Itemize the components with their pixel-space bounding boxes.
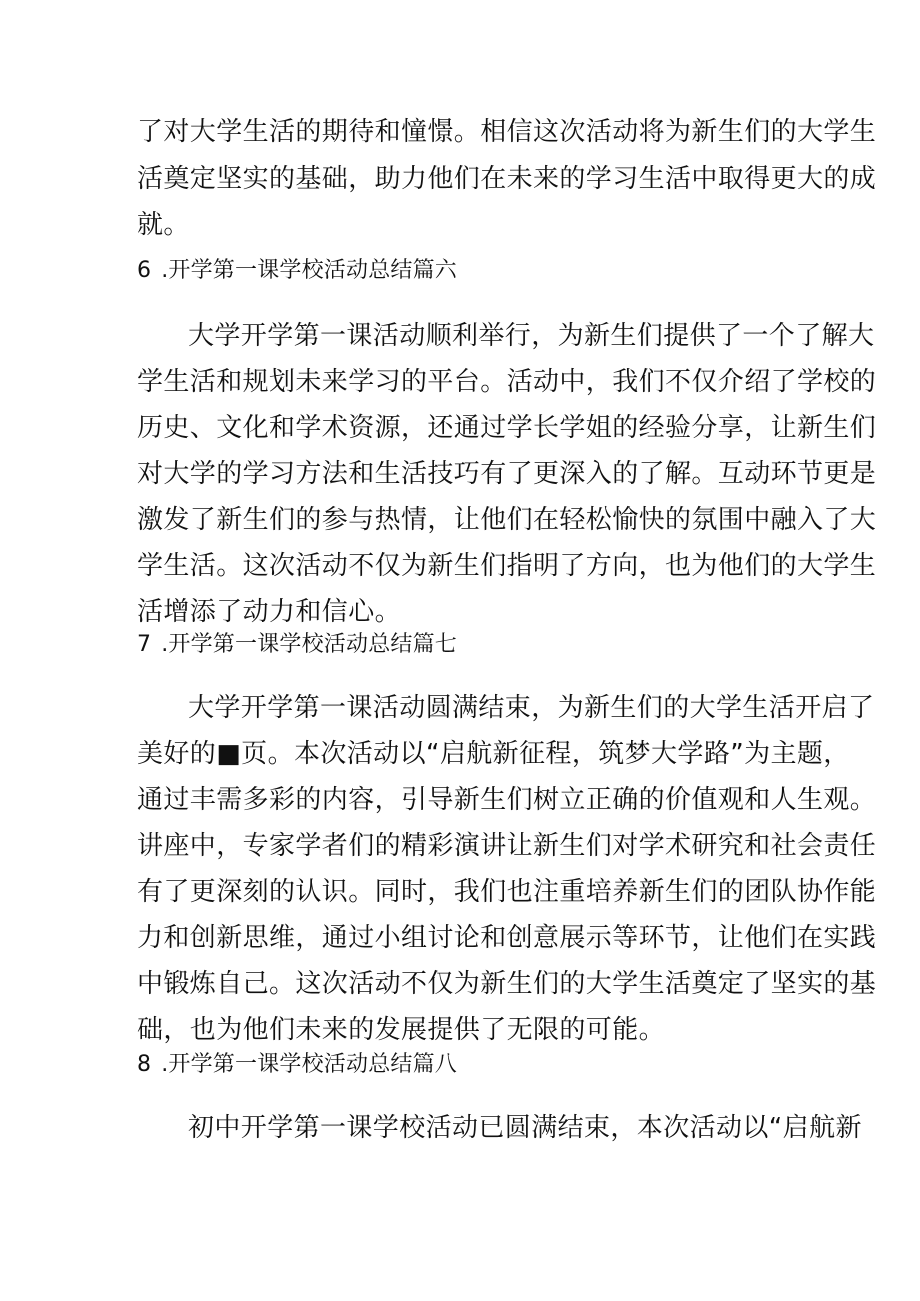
paragraph-line: 美好的■页。本次活动以“启航新征程，筑梦大学路”为主题，: [137, 739, 850, 769]
paragraph-line: 中锻炼自己。这次活动不仅为新生们的大学生活奠定了坚实的基: [137, 969, 877, 999]
paragraph-line: 初中开学第一课学校活动已圆满结束，本次活动以“启航新: [188, 1113, 862, 1143]
section-title: .开学第一课学校活动总结篇七: [161, 632, 457, 657]
section-number: 7: [137, 632, 152, 657]
paragraph-line: 大学开学第一课活动顺利举行，为新生们提供了一个了解大: [188, 321, 875, 351]
section-heading-7: [137, 628, 457, 662]
section-heading-8: [137, 1048, 457, 1082]
paragraph-line: 础，也为他们未来的发展提供了无限的可能。: [137, 1015, 666, 1045]
paragraph-line: 激发了新生们的参与热情，让他们在轻松愉快的氛围中融入了大: [137, 505, 877, 535]
paragraph-line: 力和创新思维，通过小组讨论和创意展示等环节，让他们在实践: [137, 923, 877, 953]
paragraph-line: 就。: [137, 210, 190, 240]
section-title: .开学第一课学校活动总结篇八: [161, 1052, 457, 1077]
paragraph-line: 通过丰需多彩的内容，引导新生们树立正确的价值观和人生观。: [137, 785, 877, 815]
paragraph-line: 活奠定坚实的基础，助力他们在未来的学习生活中取得更大的成: [137, 164, 877, 194]
paragraph-line: 学生活和规划未来学习的平台。活动中，我们不仅介绍了学校的: [137, 367, 877, 397]
section-title: .开学第一课学校活动总结篇六: [161, 258, 457, 283]
section-heading-6: [137, 254, 457, 288]
section-number: 8: [137, 1052, 152, 1077]
paragraph-line: 了对大学生活的期待和憧憬。相信这次活动将为新生们的大学生: [137, 117, 877, 147]
paragraph-line: 历史、文化和学术资源，还通过学长学姐的经验分享，让新生们: [137, 413, 877, 443]
paragraph-line: 讲座中，专家学者们的精彩演讲让新生们对学术研究和社会责任: [137, 831, 877, 861]
paragraph-line: 学生活。这次活动不仅为新生们指明了方向，也为他们的大学生: [137, 551, 877, 581]
paragraph-line: 有了更深刻的认识。同时，我们也注重培养新生们的团队协作能: [137, 877, 877, 907]
paragraph-line: 活增添了动力和信心。: [137, 597, 402, 627]
paragraph-line: 大学开学第一课活动圆满结束，为新生们的大学生活开启了: [188, 693, 875, 723]
section-number: 6: [137, 258, 152, 283]
paragraph-line: 对大学的学习方法和生活技巧有了更深入的了解。互动环节更是: [137, 459, 877, 489]
